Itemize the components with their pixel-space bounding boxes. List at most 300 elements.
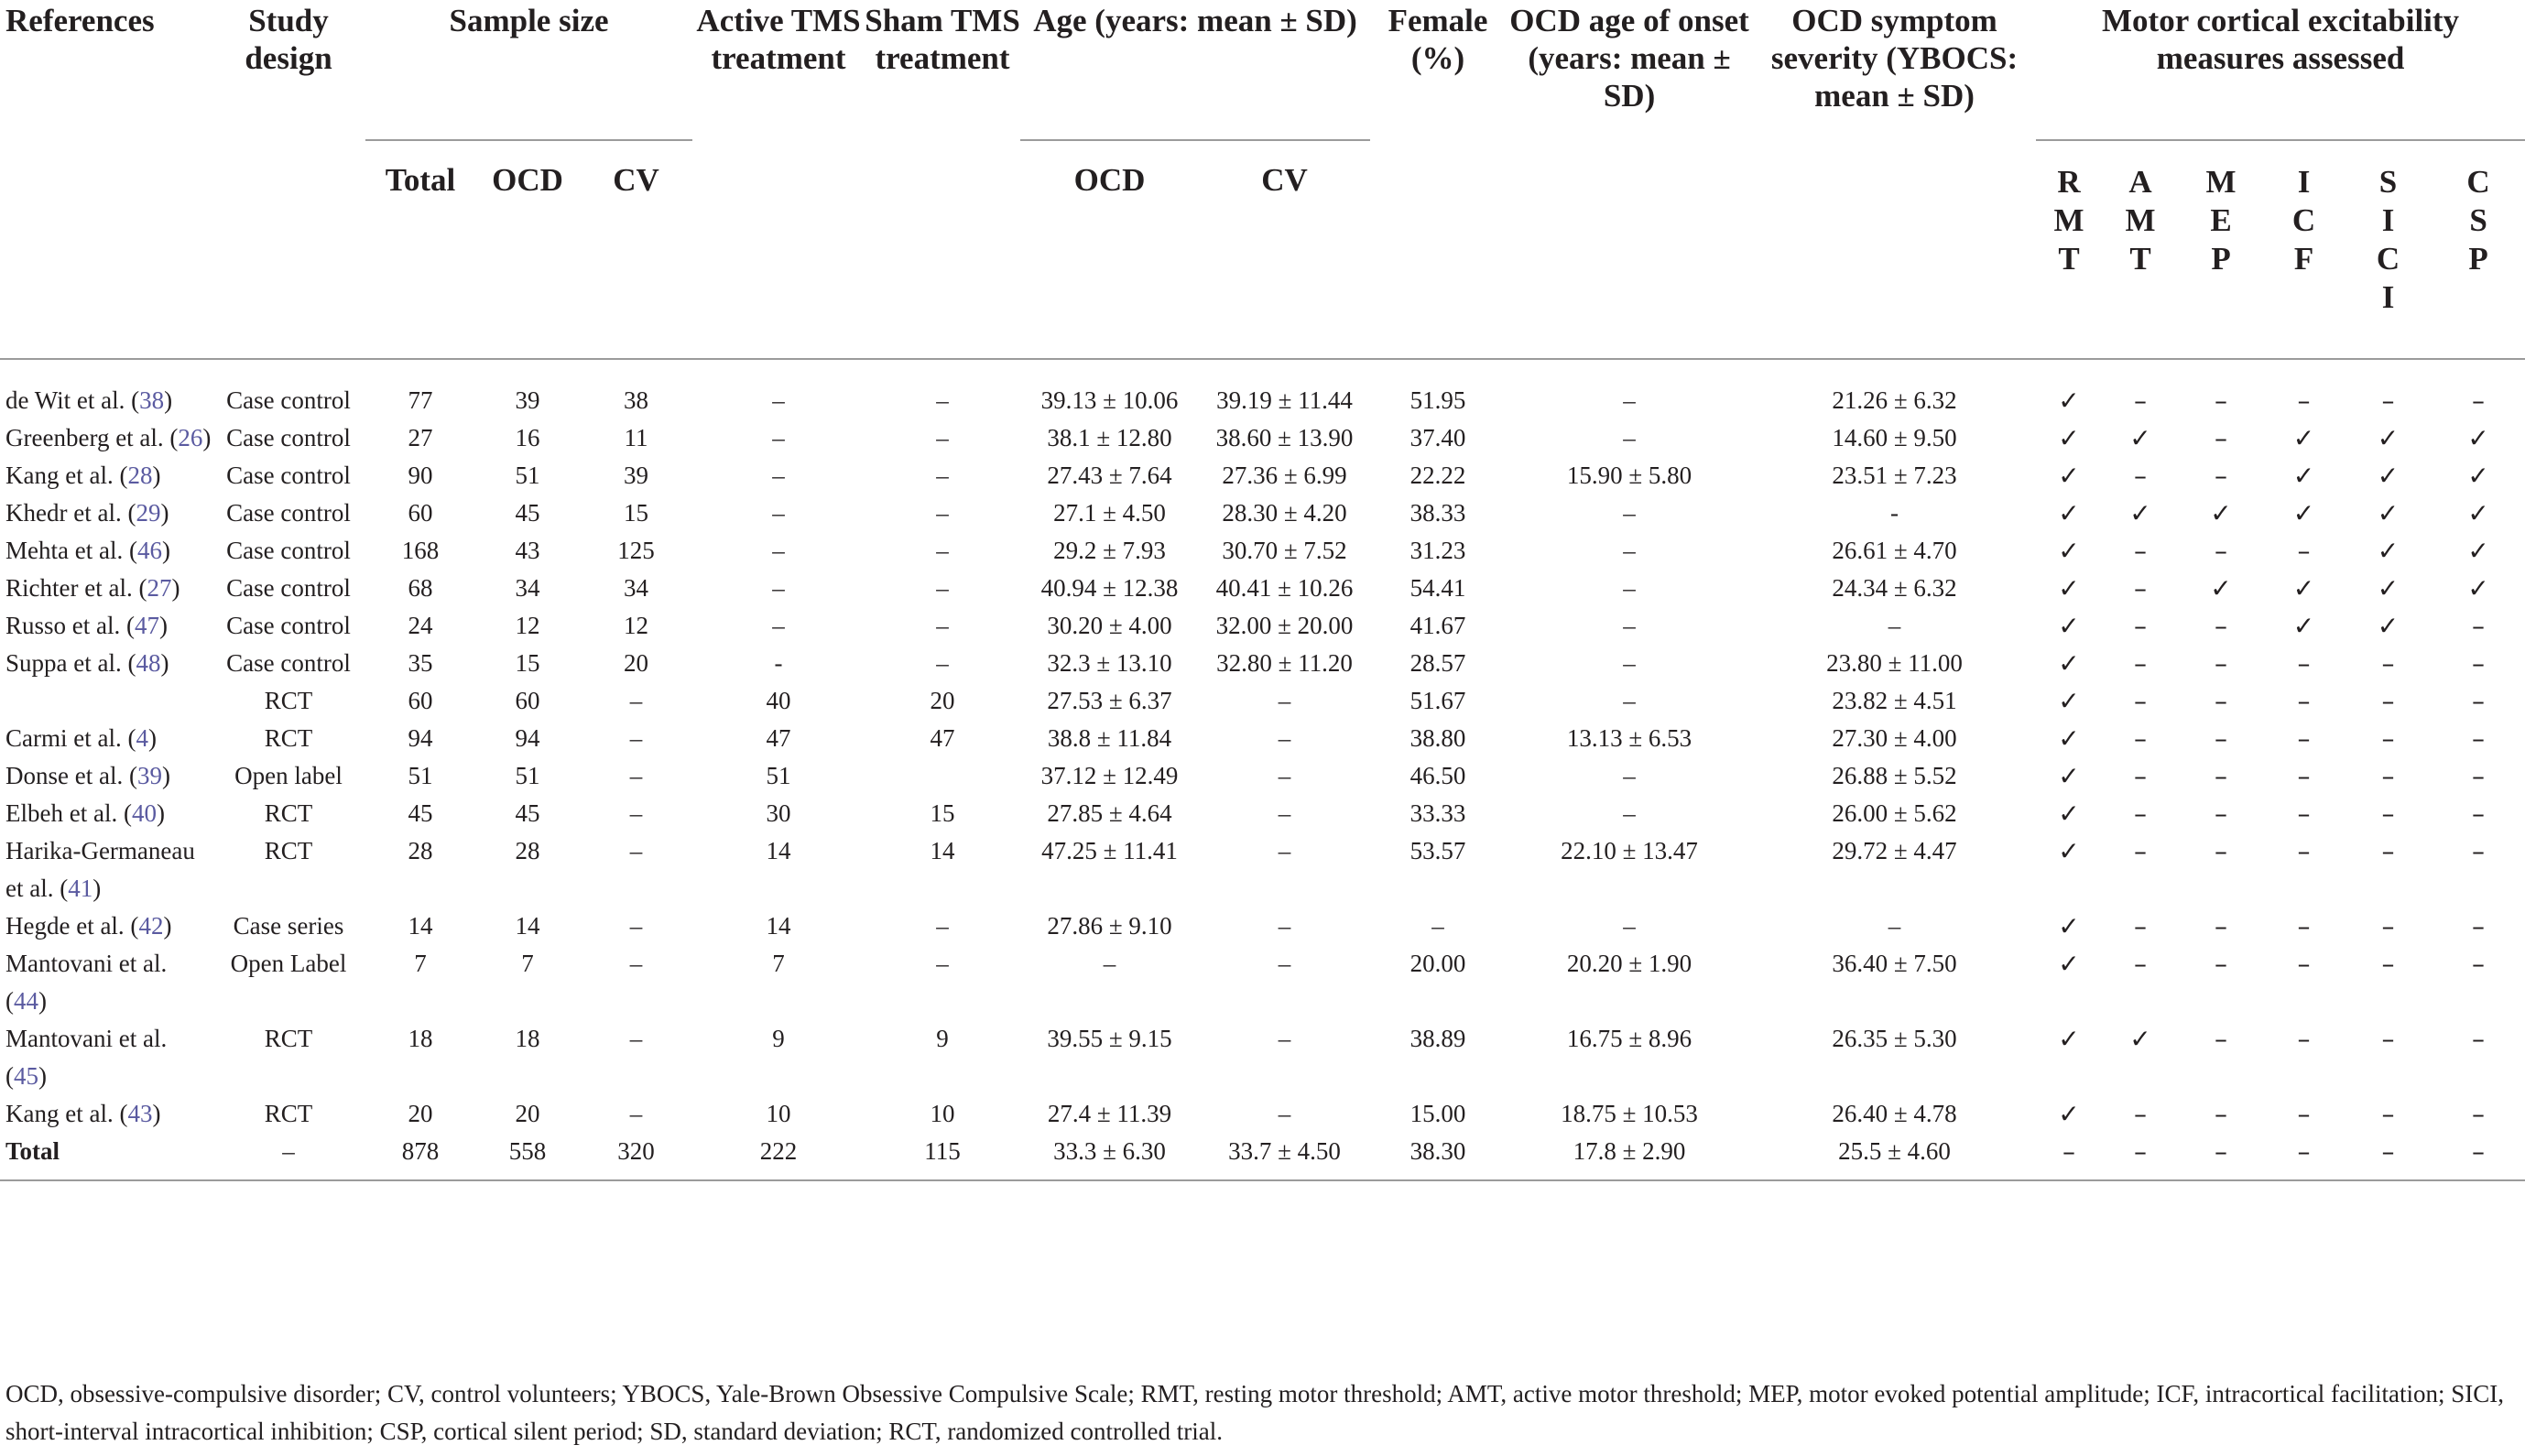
cell-severity: 26.88 ± 5.52	[1832, 762, 1957, 789]
cell-sici: –	[2381, 686, 2395, 716]
cell-age-cv: –	[1278, 1025, 1291, 1052]
header-motor-measures: Motor cortical excitability measures assessed	[2036, 0, 2525, 140]
cell-rmt: ✓	[2058, 386, 2080, 416]
reference-text: Elbeh et al. (	[5, 799, 132, 827]
cell-severity: 29.72 ± 4.47	[1832, 837, 1957, 864]
table-row	[0, 945, 2525, 1020]
table-row	[0, 682, 2525, 720]
cell-cv: 15	[624, 499, 648, 527]
header-age-cv: CV	[1261, 162, 1308, 198]
table-row	[0, 1095, 2525, 1133]
cell-age-ocd: 38.1 ± 12.80	[1047, 424, 1172, 451]
cell-reference	[0, 720, 212, 757]
reference-citation-link[interactable]: 39	[136, 762, 162, 789]
cell-active: 10	[766, 1100, 791, 1127]
cell-rmt: ✓	[2058, 536, 2080, 566]
table-row	[0, 720, 2525, 757]
header-active-tms: Active TMS treatment	[696, 3, 861, 76]
cell-design: RCT	[264, 724, 313, 752]
cell-amt: –	[2134, 386, 2148, 416]
cell-csp: –	[2472, 648, 2486, 679]
cell-sici: ✓	[2377, 423, 2400, 453]
cell-active: -	[774, 649, 783, 677]
cell-icf: –	[2297, 911, 2311, 941]
cell-female: 41.67	[1409, 612, 1466, 639]
cell-sici: ✓	[2377, 536, 2400, 566]
reference-text-end: )	[147, 724, 157, 752]
cell-design: RCT	[264, 687, 313, 714]
cell-mep: –	[2215, 799, 2228, 829]
cell-design: Case control	[226, 499, 351, 527]
cell-sici: –	[2381, 723, 2395, 754]
cell-cv: –	[629, 912, 643, 940]
cell-sham	[865, 757, 1020, 795]
reference-citation-link[interactable]: 43	[127, 1100, 153, 1127]
cell-cv: 11	[624, 424, 648, 451]
cell-active: 30	[766, 799, 791, 827]
cell-mep: –	[2215, 648, 2228, 679]
cell-csp: –	[2472, 1136, 2486, 1167]
cell-age-cv: –	[1278, 762, 1291, 789]
cell-female: 46.50	[1409, 762, 1466, 789]
cell-total: 168	[401, 537, 440, 564]
cell-reference	[0, 570, 212, 607]
cell-ocd: 20	[515, 1100, 540, 1127]
cell-severity: 26.61 ± 4.70	[1832, 537, 1957, 564]
cell-sici: –	[2381, 386, 2395, 416]
header-sample-ocd: OCD	[492, 162, 563, 198]
cell-design: RCT	[264, 1100, 313, 1127]
cell-icf: –	[2297, 723, 2311, 754]
cell-rmt: ✓	[2058, 611, 2080, 641]
cell-mep: –	[2215, 723, 2228, 754]
cell-age-ocd: –	[1103, 950, 1116, 977]
reference-text-end: )	[160, 649, 169, 677]
cell-amt: –	[2134, 573, 2148, 603]
header-study-design: Study design	[245, 3, 332, 76]
cell-rmt: ✓	[2058, 799, 2080, 829]
cell-icf: –	[2297, 949, 2311, 979]
reference-text: Kang et al. (	[5, 462, 128, 489]
cell-total: 20	[408, 1100, 433, 1127]
cell-ocd: 7	[521, 950, 534, 977]
header-sham-tms: Sham TMS treatment	[865, 3, 1020, 76]
cell-reference	[0, 945, 212, 1020]
table-row	[0, 457, 2525, 494]
cell-csp: –	[2472, 386, 2486, 416]
cell-age-ocd: 27.53 ± 6.37	[1047, 687, 1172, 714]
cell-sham: 9	[936, 1025, 949, 1052]
cell-mep: –	[2215, 1024, 2228, 1054]
cell-severity: 21.26 ± 6.32	[1832, 386, 1957, 414]
cell-female: 33.33	[1409, 799, 1466, 827]
cell-icf: –	[2297, 686, 2311, 716]
cell-active: –	[772, 462, 785, 489]
cell-csp: –	[2472, 686, 2486, 716]
cell-sham: 15	[930, 799, 955, 827]
cell-design: RCT	[264, 1025, 313, 1052]
reference-citation-link[interactable]: 45	[14, 1062, 38, 1090]
cell-reference	[0, 1095, 212, 1133]
cell-design: Case series	[233, 912, 344, 940]
cell-active: –	[772, 537, 785, 564]
cell-age-cv: 32.80 ± 11.20	[1216, 649, 1353, 677]
cell-amt: –	[2134, 1099, 2148, 1129]
cell-sham: –	[936, 612, 949, 639]
cell-csp: ✓	[2467, 498, 2489, 528]
cell-active: 40	[766, 687, 791, 714]
cell-ocd: 16	[515, 424, 540, 451]
cell-mep: –	[2215, 836, 2228, 866]
cell-age-ocd: 38.8 ± 11.84	[1047, 724, 1172, 752]
cell-active: 51	[766, 762, 791, 789]
cell-active: 9	[772, 1025, 785, 1052]
cell-amt: –	[2134, 611, 2148, 641]
cell-cv: 320	[617, 1137, 655, 1165]
cell-female: 38.80	[1409, 724, 1466, 752]
reference-text-end: )	[38, 1062, 47, 1090]
cell-active: 7	[772, 950, 785, 977]
cell-onset: –	[1623, 537, 1636, 564]
cell-active: 47	[766, 724, 791, 752]
cell-sham: 20	[930, 687, 955, 714]
cell-active: –	[772, 386, 785, 414]
cell-ocd: 43	[515, 537, 540, 564]
reference-citation-link[interactable]: 48	[136, 649, 161, 677]
cell-mep: –	[2215, 911, 2228, 941]
cell-sham: –	[936, 462, 949, 489]
reference-text: Richter et al. (	[5, 574, 147, 602]
cell-rmt: ✓	[2058, 949, 2080, 979]
cell-total: 60	[408, 687, 433, 714]
reference-text: Russo et al. (	[5, 612, 135, 639]
cell-icf: ✓	[2292, 498, 2315, 528]
cell-female: 51.95	[1409, 386, 1466, 414]
cell-rmt: ✓	[2058, 686, 2080, 716]
cell-mep: –	[2215, 1099, 2228, 1129]
cell-total: 14	[408, 912, 433, 940]
header-sample-total: Total	[385, 162, 456, 198]
cell-age-ocd: 33.3 ± 6.30	[1053, 1137, 1166, 1165]
cell-severity: 23.51 ± 7.23	[1832, 462, 1957, 489]
cell-onset: –	[1623, 612, 1636, 639]
cell-onset: 22.10 ± 13.47	[1561, 837, 1698, 864]
reference-citation-link[interactable]: 38	[139, 386, 165, 414]
cell-age-cv: –	[1278, 724, 1291, 752]
table-row	[0, 607, 2525, 645]
cell-onset: 13.13 ± 6.53	[1566, 724, 1692, 752]
header-mep	[2179, 140, 2263, 359]
cell-total: 7	[414, 950, 427, 977]
cell-icf: –	[2297, 1024, 2311, 1054]
cell-sici: –	[2381, 1099, 2395, 1129]
cell-sici: –	[2381, 949, 2395, 979]
reference-citation-link[interactable]: 27	[147, 574, 172, 602]
header-rmt-label: R M T	[2053, 164, 2084, 277]
cell-rmt: ✓	[2058, 573, 2080, 603]
cell-sici: –	[2381, 836, 2395, 866]
reference-citation-link[interactable]: 42	[138, 912, 164, 940]
cell-csp: ✓	[2467, 573, 2489, 603]
reference-citation-link[interactable]: 47	[135, 612, 159, 639]
cell-icf: –	[2297, 836, 2311, 866]
cell-rmt: ✓	[2058, 836, 2080, 866]
cell-sham: –	[936, 574, 949, 602]
cell-mep: –	[2215, 386, 2228, 416]
cell-cv: –	[629, 799, 643, 827]
table-row	[0, 832, 2525, 907]
cell-csp: –	[2472, 723, 2486, 754]
cell-age-ocd: 47.25 ± 11.41	[1041, 837, 1178, 864]
cell-age-cv: –	[1278, 950, 1291, 977]
reference-citation-link[interactable]: 4	[136, 724, 148, 752]
cell-mep: –	[2215, 686, 2228, 716]
cell-onset: –	[1623, 424, 1636, 451]
cell-total: 90	[408, 462, 433, 489]
cell-total: 94	[408, 724, 433, 752]
cell-amt: –	[2134, 761, 2148, 791]
cell-reference	[0, 1020, 212, 1095]
cell-mep: –	[2215, 461, 2228, 491]
cell-age-ocd: 39.13 ± 10.06	[1040, 386, 1179, 414]
cell-rmt: ✓	[2058, 723, 2080, 754]
cell-icf: –	[2297, 1136, 2311, 1167]
header-references: References	[5, 3, 155, 38]
cell-severity: 26.35 ± 5.30	[1832, 1025, 1957, 1052]
cell-active: 222	[759, 1137, 798, 1165]
cell-design: RCT	[264, 799, 313, 827]
cell-age-ocd: 30.20 ± 4.00	[1047, 612, 1172, 639]
cell-sici: –	[2381, 799, 2395, 829]
cell-amt: –	[2134, 911, 2148, 941]
cell-total: 27	[408, 424, 433, 451]
cell-mep: –	[2215, 949, 2228, 979]
header-ocd-severity: OCD symptom severity (YBOCS: mean ± SD)	[1770, 3, 2019, 114]
reference-citation-link[interactable]: 46	[136, 537, 162, 564]
cell-total: 28	[408, 837, 433, 864]
cell-ocd: 51	[515, 462, 540, 489]
cell-total: 18	[408, 1025, 433, 1052]
cell-female: 20.00	[1409, 950, 1466, 977]
cell-age-ocd: 32.3 ± 13.10	[1047, 649, 1172, 677]
cell-onset: –	[1623, 574, 1636, 602]
header-icf	[2263, 140, 2345, 359]
cell-cv: 125	[617, 537, 655, 564]
cell-design: Open label	[234, 762, 343, 789]
cell-amt: ✓	[2129, 423, 2151, 453]
cell-mep: –	[2215, 423, 2228, 453]
cell-reference	[0, 457, 212, 494]
reference-citation-link[interactable]: 41	[68, 875, 93, 902]
cell-ocd: 45	[515, 499, 540, 527]
cell-sham: 47	[930, 724, 955, 752]
header-amt	[2102, 140, 2179, 359]
reference-text-end: )	[160, 499, 169, 527]
cell-severity: 25.5 ± 4.60	[1838, 1137, 1951, 1165]
cell-design: Open Label	[230, 950, 347, 977]
cell-total: 45	[408, 799, 433, 827]
cell-csp: –	[2472, 799, 2486, 829]
cell-reference	[0, 682, 212, 720]
cell-sici: ✓	[2377, 611, 2400, 641]
cell-sici: –	[2381, 1136, 2395, 1167]
cell-severity: –	[1888, 912, 1901, 940]
cell-ocd: 15	[515, 649, 540, 677]
cell-csp: –	[2472, 911, 2486, 941]
cell-reference	[0, 645, 212, 682]
cell-csp: ✓	[2467, 423, 2489, 453]
cell-onset: –	[1623, 649, 1636, 677]
cell-ocd: 94	[515, 724, 540, 752]
cell-ocd: 60	[515, 687, 540, 714]
cell-ocd: 51	[515, 762, 540, 789]
reference-text: Suppa et al. (	[5, 649, 136, 677]
reference-text-end: )	[171, 574, 180, 602]
reference-text-end: )	[163, 912, 172, 940]
cell-age-cv: 39.19 ± 11.44	[1216, 386, 1353, 414]
reference-citation-link[interactable]: 28	[127, 462, 153, 489]
reference-citation-link[interactable]: 26	[178, 424, 203, 451]
cell-design: –	[282, 1137, 295, 1165]
cell-sham: 10	[930, 1100, 955, 1127]
cell-ocd: 45	[515, 799, 540, 827]
reference-citation-link[interactable]: 40	[131, 799, 157, 827]
cell-active: –	[772, 424, 785, 451]
cell-cv: 20	[624, 649, 648, 677]
cell-ocd: 28	[515, 837, 540, 864]
reference-text: Hegde et al. (	[5, 912, 139, 940]
cell-age-ocd: 27.4 ± 11.39	[1047, 1100, 1172, 1127]
cell-female: 38.33	[1409, 499, 1466, 527]
cell-reference	[0, 359, 212, 419]
cell-age-cv: 33.7 ± 4.50	[1228, 1137, 1341, 1165]
cell-amt: –	[2134, 648, 2148, 679]
cell-total: 878	[401, 1137, 440, 1165]
header-csp	[2432, 140, 2525, 359]
cell-icf: –	[2297, 761, 2311, 791]
cell-reference	[0, 607, 212, 645]
cell-rmt: ✓	[2058, 648, 2080, 679]
header-sample-size: Sample size	[365, 0, 692, 140]
cell-icf: –	[2297, 799, 2311, 829]
cell-icf: –	[2297, 648, 2311, 679]
reference-text: Mehta et al. (	[5, 537, 137, 564]
cell-amt: –	[2134, 799, 2148, 829]
cell-onset: –	[1623, 687, 1636, 714]
cell-sham: 14	[930, 837, 955, 864]
cell-female: 54.41	[1409, 574, 1466, 602]
cell-amt: ✓	[2129, 498, 2151, 528]
cell-total: 60	[408, 499, 433, 527]
cell-mep: ✓	[2210, 573, 2232, 603]
cell-reference	[0, 757, 212, 795]
cell-csp: –	[2472, 1024, 2486, 1054]
table-body	[0, 359, 2525, 1180]
cell-total: 68	[408, 574, 433, 602]
cell-age-cv: –	[1278, 1100, 1291, 1127]
cell-csp: –	[2472, 1099, 2486, 1129]
cell-age-cv: –	[1278, 912, 1291, 940]
cell-female: 37.40	[1409, 424, 1466, 451]
reference-text-end: )	[93, 875, 102, 902]
cell-severity: –	[1888, 612, 1901, 639]
cell-mep: ✓	[2210, 498, 2232, 528]
reference-text-end: )	[152, 462, 161, 489]
cell-reference	[0, 832, 212, 907]
cell-age-cv: 32.00 ± 20.00	[1215, 612, 1354, 639]
cell-cv: –	[629, 687, 643, 714]
cell-cv: 39	[624, 462, 648, 489]
cell-csp: ✓	[2467, 536, 2489, 566]
cell-rmt: ✓	[2058, 423, 2080, 453]
header-sici-label: S I C I	[2376, 164, 2400, 315]
cell-sham: –	[936, 499, 949, 527]
cell-onset: 17.8 ± 2.90	[1573, 1137, 1686, 1165]
cell-cv: –	[629, 1025, 643, 1052]
cell-cv: –	[629, 762, 643, 789]
header-sample-cv: CV	[613, 162, 659, 198]
cell-total: 35	[408, 649, 433, 677]
reference-text: Mantovani et al. (	[5, 1025, 168, 1090]
cell-reference	[0, 907, 212, 945]
cell-sici: –	[2381, 1024, 2395, 1054]
cell-sham: –	[936, 950, 949, 977]
cell-design: Case control	[226, 537, 351, 564]
cell-female: 38.30	[1409, 1137, 1466, 1165]
cell-design: Case control	[226, 386, 351, 414]
cell-design: Case control	[226, 649, 351, 677]
cell-sici: –	[2381, 648, 2395, 679]
cell-icf: ✓	[2292, 423, 2315, 453]
cell-cv: –	[629, 1100, 643, 1127]
cell-onset: –	[1623, 762, 1636, 789]
cell-rmt: ✓	[2058, 461, 2080, 491]
header-age-ocd: OCD	[1073, 162, 1146, 198]
cell-ocd: 12	[515, 612, 540, 639]
reference-text-end: )	[202, 424, 212, 451]
cell-female: 31.23	[1409, 537, 1466, 564]
cell-icf: –	[2297, 1099, 2311, 1129]
cell-sham: –	[936, 537, 949, 564]
cell-onset: 16.75 ± 8.96	[1566, 1025, 1692, 1052]
cell-age-cv: –	[1278, 837, 1291, 864]
cell-csp: –	[2472, 761, 2486, 791]
reference-citation-link[interactable]: 44	[14, 987, 38, 1015]
table-row	[0, 907, 2525, 945]
cell-ocd: 18	[515, 1025, 540, 1052]
cell-rmt: ✓	[2058, 1099, 2080, 1129]
cell-sham: –	[936, 424, 949, 451]
cell-severity: 23.80 ± 11.00	[1826, 649, 1963, 677]
cell-age-cv: 40.41 ± 10.26	[1215, 574, 1354, 602]
cell-rmt: ✓	[2058, 761, 2080, 791]
cell-onset: 20.20 ± 1.90	[1566, 950, 1692, 977]
cell-total: 51	[408, 762, 433, 789]
cell-female: 15.00	[1409, 1100, 1466, 1127]
reference-citation-link[interactable]: 29	[136, 499, 161, 527]
cell-design: Case control	[226, 462, 351, 489]
cell-onset: –	[1623, 499, 1636, 527]
cell-female: 22.22	[1409, 462, 1466, 489]
cell-cv: –	[629, 950, 643, 977]
cell-icf: –	[2297, 386, 2311, 416]
header-female: Female (%)	[1388, 3, 1488, 76]
cell-severity: 24.34 ± 6.32	[1832, 574, 1957, 602]
cell-ocd: 558	[508, 1137, 547, 1165]
cell-onset: 18.75 ± 10.53	[1561, 1100, 1698, 1127]
cell-csp: –	[2472, 836, 2486, 866]
cell-csp: ✓	[2467, 461, 2489, 491]
